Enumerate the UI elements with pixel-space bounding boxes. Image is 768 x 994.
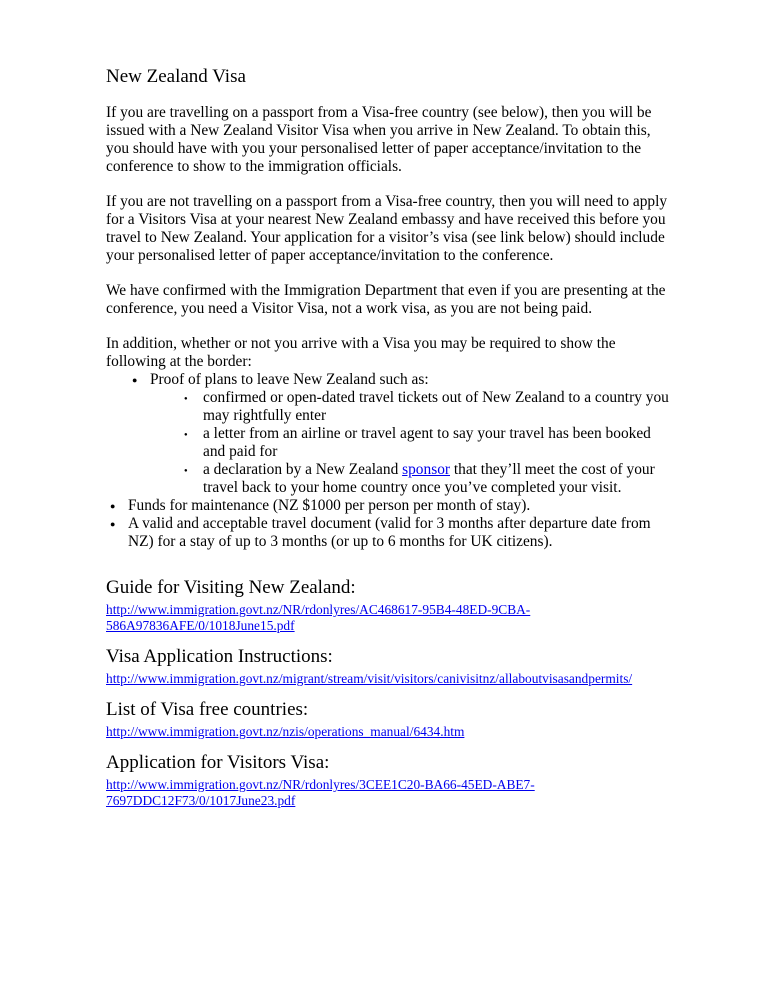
list-item-funds — [106, 497, 672, 515]
visa-free-countries-link[interactable]: http://www.immigration.govt.nz/nzis/operations_manual/6434.htm — [106, 724, 465, 739]
list-item-label: A valid and acceptable travel document (valid for 3 months after departure date from NZ) for a stay of up to 3 months (or up to 6 months for UK citizens). — [128, 515, 651, 550]
section-heading: Guide for Visiting New Zealand: — [106, 577, 356, 598]
list-item-label: a letter from an airline or travel agent to say your travel has been booked and paid for — [203, 425, 651, 460]
list-item-tickets — [106, 389, 672, 425]
paragraph-border-intro: In addition, whether or not you arrive with a Visa you may be required to show the following at the border: — [106, 335, 616, 370]
border-requirements-list — [106, 371, 672, 551]
page-title: New Zealand Visa — [106, 66, 246, 87]
section-guide — [106, 577, 672, 634]
list-item-label: Proof of plans to leave New Zealand such as: — [150, 371, 429, 388]
section-application — [106, 752, 672, 809]
section-heading: List of Visa free countries: — [106, 699, 309, 720]
list-item-label: that they’ll meet the cost of your travel back to your home country once you’ve completed your visit. — [203, 461, 655, 496]
application-link[interactable]: http://www.immigration.govt.nz/NR/rdonlyres/3CEE1C20-BA66-45ED-ABE7-7697DDC12F73/0/1017June23.pdf — [106, 777, 535, 808]
section-visa-free-countries — [106, 699, 672, 740]
document-body — [106, 66, 672, 809]
list-item-label: confirmed or open-dated travel tickets out of New Zealand to a country you may rightfully enter — [203, 389, 669, 424]
list-item-letter — [106, 425, 672, 461]
paragraph-visa-free: If you are travelling on a passport from a Visa-free country (see below), then you will be issued with a New Zealand Visitor Visa when you arrive in New Zealand. To obtain this, you should have with you your personalised letter of paper acceptance/invitation to the conference to show to the immigration officials. — [106, 104, 652, 175]
list-item-label: a declaration by a New Zealand — [203, 461, 403, 478]
guide-link[interactable]: http://www.immigration.govt.nz/NR/rdonlyres/AC468617-95B4-48ED-9CBA-586A97836AFE/0/1018June15.pdf — [106, 602, 531, 633]
list-item-proof — [106, 371, 672, 497]
list-item-label: Funds for maintenance (NZ $1000 per person per month of stay). — [128, 497, 531, 514]
list-item-declaration — [106, 461, 672, 497]
section-heading: Visa Application Instructions: — [106, 646, 333, 667]
section-instructions — [106, 646, 672, 687]
list-item-travel-document — [106, 515, 672, 551]
instructions-link[interactable]: http://www.immigration.govt.nz/migrant/stream/visit/visitors/canivisitnz/allaboutvisasandpermits/ — [106, 671, 633, 686]
sponsor-link[interactable]: sponsor — [402, 461, 451, 478]
paragraph-not-visa-free: If you are not travelling on a passport from a Visa-free country, then you will need to apply for a Visitors Visa at your nearest New Zealand embassy and have received this before you travel to New Zealand. Your application for a visitor’s visa (see link below) should include your personalised letter of paper acceptance/invitation to the conference. — [106, 193, 668, 264]
section-heading: Application for Visitors Visa: — [106, 752, 330, 773]
proof-sub-list — [106, 389, 672, 497]
paragraph-work-visa: We have confirmed with the Immigration Department that even if you are presenting at the conference, you need a Visitor Visa, not a work visa, as you are not being paid. — [106, 282, 666, 317]
